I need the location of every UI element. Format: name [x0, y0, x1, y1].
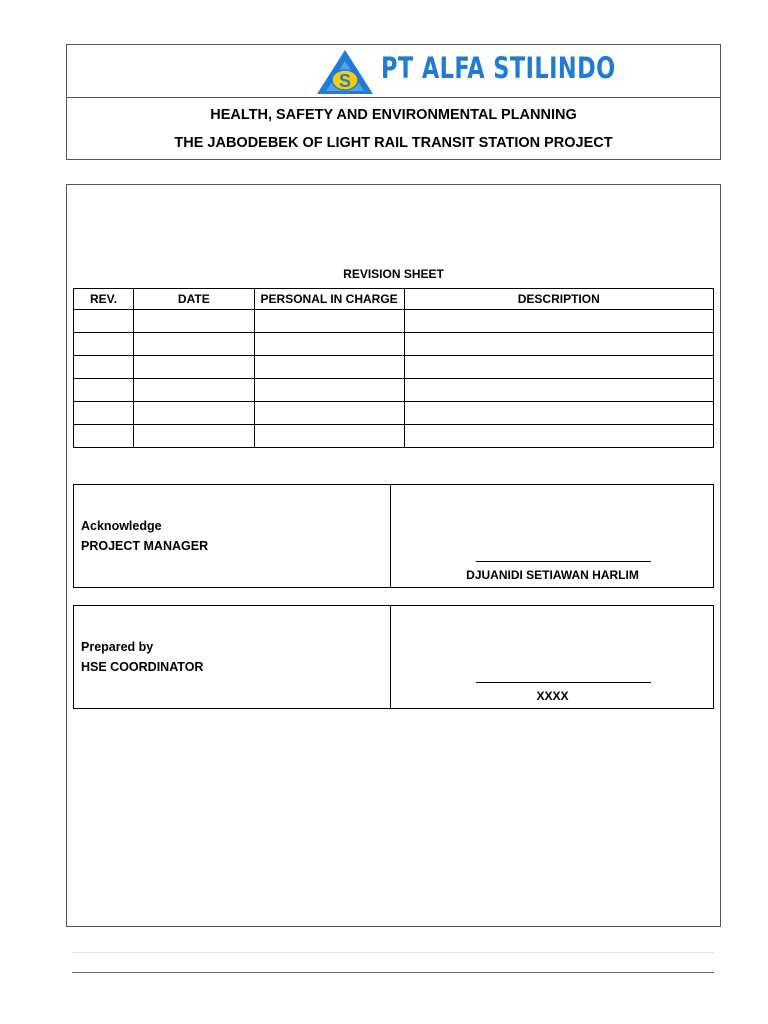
- table-cell: [254, 402, 404, 425]
- table-cell: [404, 379, 714, 402]
- signatory-name: DJUANIDI SETIAWAN HARLIM: [466, 568, 639, 582]
- signatory-name: XXXX: [536, 689, 569, 703]
- revision-sheet-heading: REVISION SHEET: [343, 267, 444, 281]
- table-row: [74, 402, 714, 425]
- signature-line: [476, 682, 651, 683]
- table-cell: [74, 425, 134, 448]
- signature-role-label: HSE COORDINATOR: [81, 660, 204, 674]
- document-title: HEALTH, SAFETY AND ENVIRONMENTAL PLANNING: [210, 107, 577, 123]
- table-cell: [74, 379, 134, 402]
- table-cell: [133, 310, 254, 333]
- table-cell: [404, 356, 714, 379]
- footer-divider: [72, 952, 714, 953]
- prepared-by-signature-block: [73, 605, 714, 709]
- table-row: [74, 310, 714, 333]
- table-cell: [74, 310, 134, 333]
- logo-row: [67, 45, 720, 98]
- logo-letter: S: [338, 71, 352, 91]
- footer-rule: [72, 972, 714, 973]
- table-cell: [254, 310, 404, 333]
- table-cell: [404, 425, 714, 448]
- signature-action-label: Acknowledge: [81, 519, 162, 533]
- table-cell: [74, 356, 134, 379]
- table-cell: [254, 379, 404, 402]
- signature-action-label: Prepared by: [81, 640, 154, 654]
- acknowledge-signature-block: [73, 484, 714, 588]
- signature-role-panel: [74, 485, 391, 587]
- table-row: [74, 379, 714, 402]
- column-header-description: DESCRIPTION: [404, 289, 714, 310]
- signature-role-label: PROJECT MANAGER: [81, 539, 209, 553]
- table-cell: [133, 333, 254, 356]
- table-cell: [404, 402, 714, 425]
- table-header-row: [74, 289, 714, 310]
- column-header-personal-in-charge: PERSONAL IN CHARGE: [254, 289, 404, 310]
- signature-line: [476, 561, 651, 562]
- table-cell: [133, 425, 254, 448]
- table-row: [74, 356, 714, 379]
- signature-role-panel: [74, 606, 391, 708]
- table-row: [74, 333, 714, 356]
- column-header-rev: REV.: [74, 289, 134, 310]
- table-cell: [254, 425, 404, 448]
- table-cell: [404, 310, 714, 333]
- document-header: [66, 44, 721, 160]
- document-body: [66, 184, 721, 927]
- column-header-date: DATE: [133, 289, 254, 310]
- company-name: PT ALFA STILINDO: [381, 51, 616, 85]
- table-cell: [133, 402, 254, 425]
- table-cell: [133, 356, 254, 379]
- project-title: THE JABODEBEK OF LIGHT RAIL TRANSIT STATION PROJECT: [174, 135, 613, 151]
- table-cell: [254, 333, 404, 356]
- table-cell: [74, 402, 134, 425]
- company-logo-icon: [315, 49, 375, 95]
- table-cell: [254, 356, 404, 379]
- table-cell: [133, 379, 254, 402]
- table-cell: [404, 333, 714, 356]
- table-row: [74, 425, 714, 448]
- table-cell: [74, 333, 134, 356]
- revision-table: [73, 288, 714, 448]
